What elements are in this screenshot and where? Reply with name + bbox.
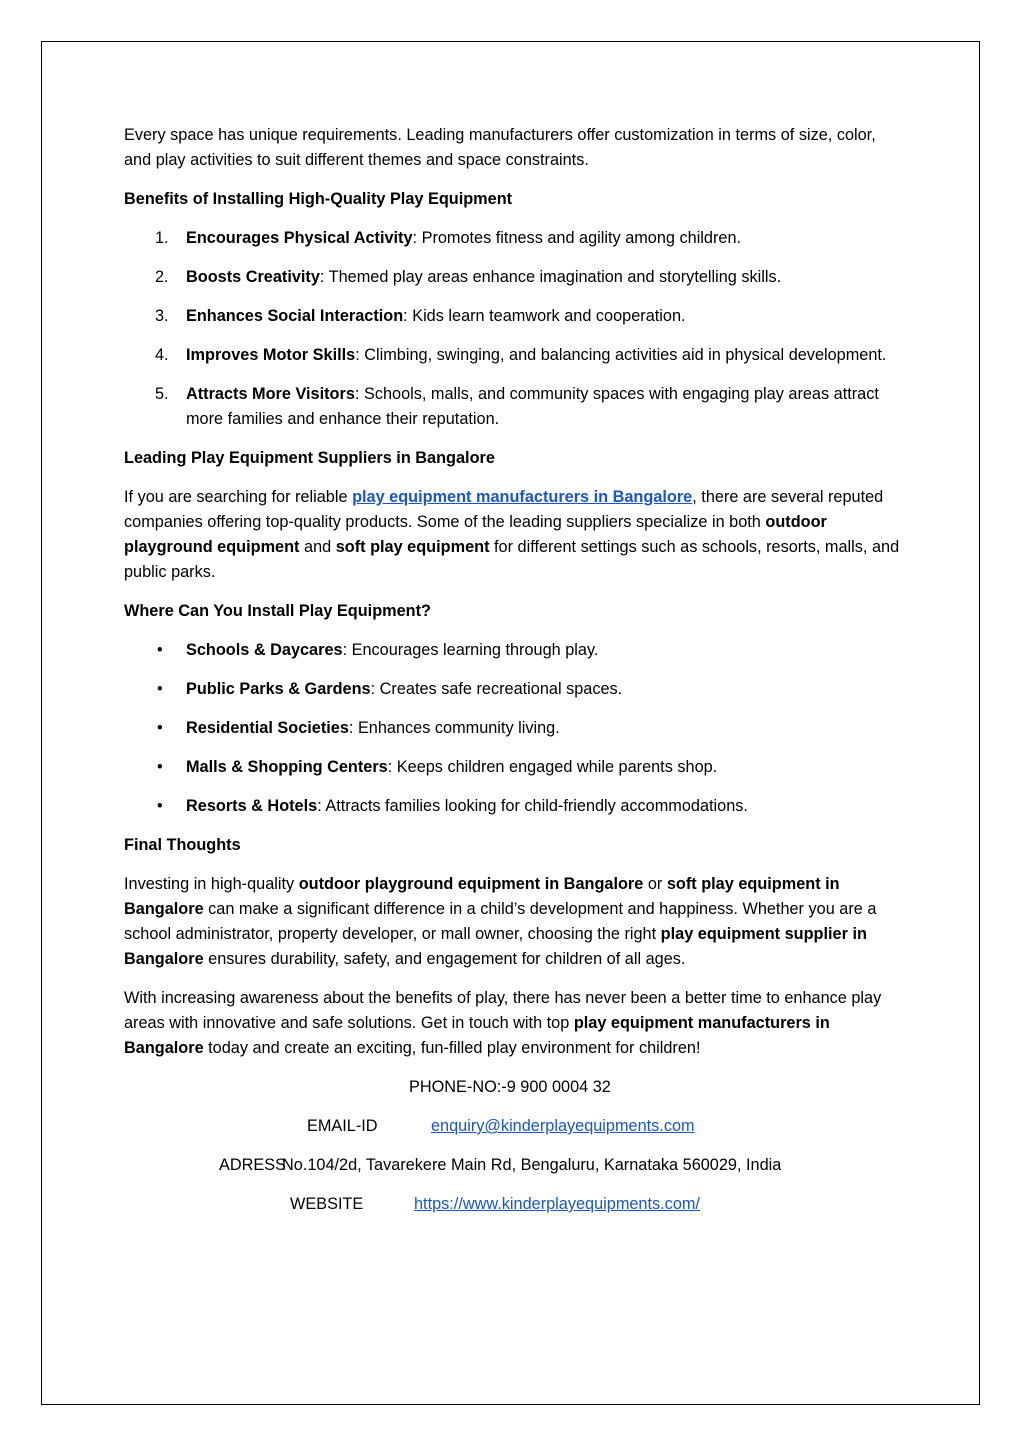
website-line [124, 1192, 904, 1217]
list-item [124, 677, 904, 702]
final-paragraph-1 [124, 872, 904, 972]
bold-run: outdoor playground equipment [124, 513, 827, 556]
bold-run: outdoor playground equipment in Bangalore [298, 875, 644, 893]
item-title: Attracts More Visitors [186, 385, 355, 403]
list-item [124, 794, 904, 819]
item-text: : Themed play areas enhance imagination and storytelling skills. [319, 268, 782, 286]
text-run: ensures durability, safety, and engagement for children of all ages. [203, 950, 686, 968]
item-title: Enhances Social Interaction [186, 307, 404, 325]
item-text: : Keeps children engaged while parents shop. [387, 758, 718, 776]
list-item [124, 638, 904, 663]
install-heading: Where Can You Install Play Equipment? [124, 602, 431, 620]
suppliers-paragraph [124, 485, 904, 585]
list-number: 1. [155, 229, 169, 247]
text-run: and [299, 538, 336, 556]
suppliers-heading: Leading Play Equipment Suppliers in Bangalore [124, 449, 495, 467]
bold-run: play equipment supplier in Bangalore [124, 925, 867, 968]
bullet-icon: • [157, 758, 163, 776]
document-body [124, 123, 904, 1231]
address-text: No.104/2d, Tavarekere Main Rd, Bengaluru, Karnataka 560029, India [282, 1156, 782, 1174]
text-run: can make a significant difference in a child’s development and happiness. Whether you are a school administrator, property developer, or mall owner, choosing the right [124, 900, 877, 943]
bullet-icon: • [157, 797, 163, 815]
website-link[interactable]: https://www.kinderplayequipments.com/ [414, 1195, 700, 1213]
benefits-list [124, 226, 904, 432]
item-title: Boosts Creativity [186, 268, 320, 286]
item-text: : Encourages learning through play. [342, 641, 599, 659]
list-number: 4. [155, 346, 169, 364]
item-title: Improves Motor Skills [186, 346, 356, 364]
manufacturers-link[interactable]: play equipment manufacturers in Bangalore [352, 488, 693, 506]
list-item [124, 382, 904, 432]
text-run: If you are searching for reliable [124, 488, 353, 506]
text-run: , there are several reputed companies offering top-quality products. Some of the leading suppliers specialize in both [124, 488, 884, 531]
bold-run: soft play equipment [335, 538, 490, 556]
item-text: : Attracts families looking for child-friendly accommodations. [317, 797, 748, 815]
item-title: Public Parks & Gardens [186, 680, 371, 698]
list-item [124, 716, 904, 741]
benefits-heading: Benefits of Installing High-Quality Play Equipment [124, 190, 513, 208]
phone-text: PHONE-NO:-9 900 0004 32 [409, 1078, 611, 1096]
list-item [124, 343, 904, 368]
item-text: : Climbing, swinging, and balancing activities aid in physical development. [355, 346, 887, 364]
list-number: 2. [155, 268, 169, 286]
text-run: With increasing awareness about the benefits of play, there has never been a better time to enhance play areas with innovative and safe solutions. Get in touch with top [124, 989, 882, 1032]
item-text: : Kids learn teamwork and cooperation. [403, 307, 686, 325]
text-run: or [643, 875, 667, 893]
bullet-icon: • [157, 680, 163, 698]
item-title: Encourages Physical Activity [186, 229, 413, 247]
email-line [124, 1114, 904, 1139]
bullet-icon: • [157, 641, 163, 659]
email-link[interactable]: enquiry@kinderplayequipments.com [431, 1117, 695, 1135]
list-item [124, 226, 904, 251]
item-text: : Enhances community living. [348, 719, 560, 737]
final-heading: Final Thoughts [124, 836, 241, 854]
bold-run: soft play equipment in Bangalore [124, 875, 840, 918]
intro-paragraph: Every space has unique requirements. Leading manufacturers offer customization in terms of size, color, and play activities to suit different themes and space constraints. [124, 126, 876, 169]
text-run: today and create an exciting, fun-filled play environment for children! [203, 1039, 701, 1057]
final-paragraph-2 [124, 986, 904, 1061]
bold-run: play equipment manufacturers in Bangalore [124, 1014, 830, 1057]
install-list [124, 638, 904, 819]
item-title: Residential Societies [186, 719, 349, 737]
text-run: for different settings such as schools, resorts, malls, and public parks. [124, 538, 900, 581]
item-text: : Promotes fitness and agility among children. [412, 229, 742, 247]
website-label: WEBSITE [290, 1195, 364, 1213]
email-label: EMAIL-ID [307, 1117, 378, 1135]
item-title: Resorts & Hotels [186, 797, 318, 815]
address-line [124, 1153, 904, 1178]
text-run: Investing in high-quality [124, 875, 299, 893]
list-item [124, 265, 904, 290]
list-item [124, 755, 904, 780]
phone-line [124, 1075, 904, 1100]
item-text: : Schools, malls, and community spaces with engaging play areas attract more families and enhance their reputation. [186, 385, 879, 428]
list-number: 3. [155, 307, 169, 325]
address-label: ADRESS [219, 1156, 286, 1174]
item-title: Malls & Shopping Centers [186, 758, 388, 776]
list-number: 5. [155, 385, 169, 403]
item-text: : Creates safe recreational spaces. [370, 680, 623, 698]
item-title: Schools & Daycares [186, 641, 343, 659]
list-item [124, 304, 904, 329]
bullet-icon: • [157, 719, 163, 737]
